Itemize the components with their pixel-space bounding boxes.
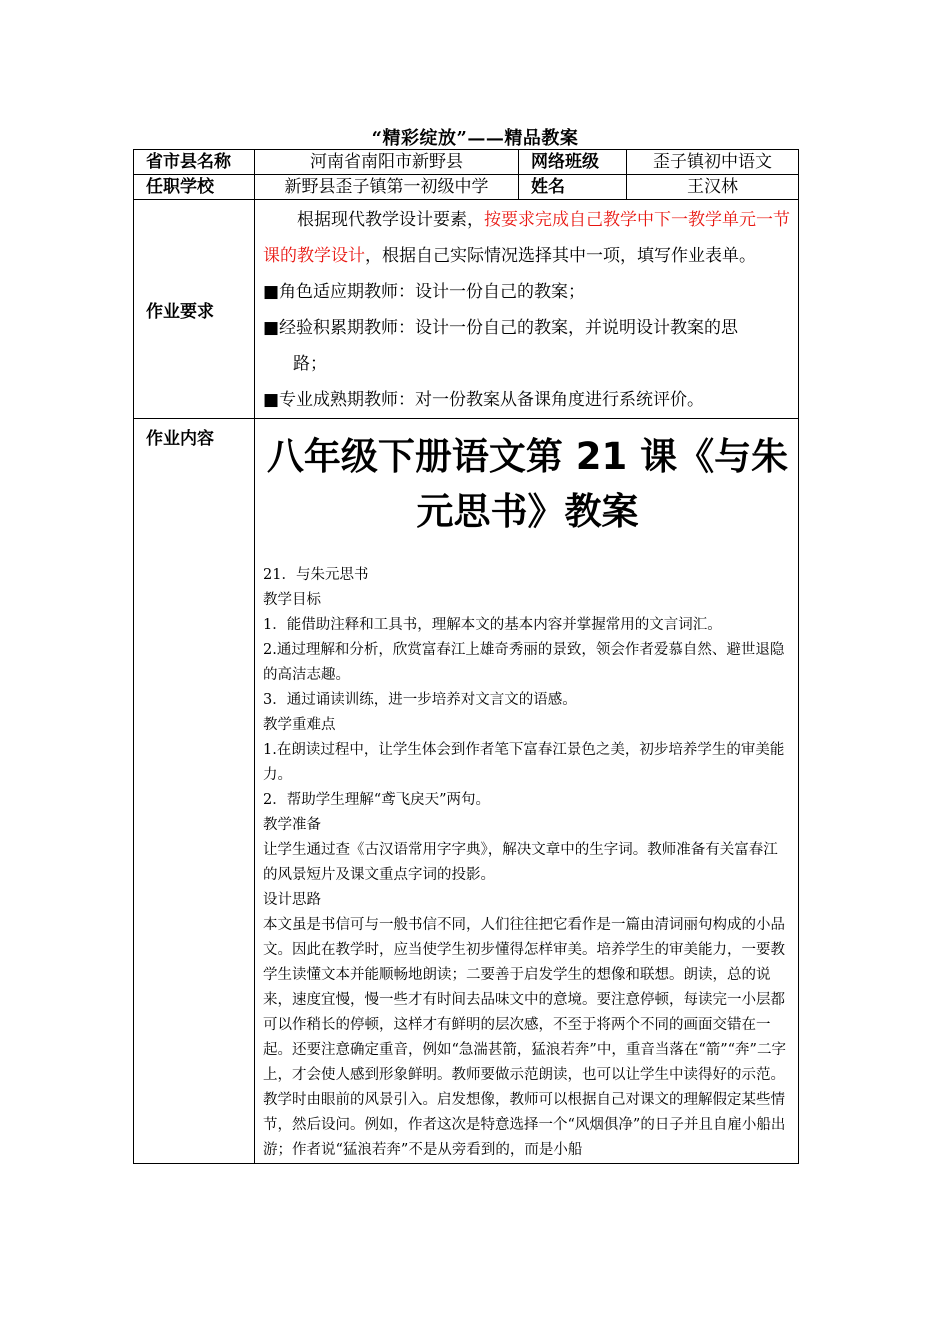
content-row [134,419,799,1164]
intro-post: ，根据自己实际情况选择其中一项，填写作业表单。 [365,246,756,266]
school-label: 任职学校 [134,175,255,200]
province-row [134,150,799,175]
key-point-2: 2．帮助学生理解“鸢飞戾天”两句。 [263,792,491,808]
content-label: 作业内容 [134,419,255,1164]
preparation-heading: 教学准备 [263,817,321,833]
province-label: 省市县名称 [134,150,255,175]
lesson-title-line-2: 元思书》教案 [416,490,639,533]
intro-pre: 根据现代教学设计要素， [297,210,484,230]
page-title: “精彩绽放”——精品教案 [371,128,579,149]
lesson-plan-table [133,149,799,1164]
intro-highlight: 按要求完成自己教学中下一教学单元一节课的教学设计 [263,210,790,266]
goal-3: 3．通过诵读训练，进一步培养对文言文的语感。 [263,692,577,708]
goal-1: 1．能借助注释和工具书，理解本文的基本内容并掌握常用的文言词汇。 [263,617,722,633]
design-heading: 设计思路 [263,892,321,908]
name-label: 姓名 [519,175,627,200]
lesson-number: 21．与朱元思书 [263,567,369,583]
preparation-text: 让学生通过查《古汉语常用字字典》，解决文章中的生字词。教师准备有关富春江的风景短片及课文重点字词的投影。 [263,842,778,883]
key-points-heading: 教学重难点 [263,717,336,733]
content-cell [255,419,799,1164]
requirements-cell [255,200,799,419]
lesson-title-line-1: 八年级下册语文第 21 课《与朱 [266,435,789,478]
class-value: 歪子镇初中语文 [627,150,799,175]
key-point-1: 1.在朗读过程中，让学生体会到作者笔下富春江景色之美，初步培养学生的审美能力。 [263,742,785,783]
design-paragraph-2: 教学时由眼前的风景引入。启发想像，教师可以根据自己对课文的理解假定某些情节，然后设问。例如，作者这次是特意选择一个“风烟俱净”的日子并且自雇小船出游；作者说“猛浪若奔”不是从旁看到的，而是小船 [263,1092,786,1158]
requirement-bullet-2: ■经验积累期教师：设计一份自己的教案，并说明设计教案的思 [263,318,739,338]
goal-2: 2.通过理解和分析，欣赏富春江上雄奇秀丽的景致，领会作者爱慕自然、避世退隐的高洁志趣。 [263,642,785,683]
requirement-bullet-1: ■角色适应期教师：设计一份自己的教案； [263,282,586,302]
requirement-bullet-2-cont: 路； [293,354,327,374]
design-paragraph-1: 本文虽是书信可与一般书信不同，人们往往把它看作是一篇由清词丽句构成的小品文。因此在教学时，应当使学生初步懂得怎样审美。培养学生的审美能力，一要教学生读懂文本并能顺畅地朗读；二要善于启发学生的想像和联想。朗读，总的说来，速度宜慢，慢一些才有时间去品味文中的意境。要注意停顿，每读完一小层都可以作稍长的停顿，这样才有鲜明的层次感，不至于将两个不同的画面交错在一起。还要注意确定重音，例如“急湍甚箭，猛浪若奔”中，重音当落在“箭”“奔”二字上，才会使人感到形象鲜明。教师要做示范朗读，也可以让学生中读得好的示范。 [263,917,786,1083]
school-row [134,175,799,200]
school-value: 新野县歪子镇第一初级中学 [255,175,519,200]
requirements-row [134,200,799,419]
goals-heading: 教学目标 [263,592,321,608]
requirements-label: 作业要求 [134,200,255,419]
lesson-title [263,429,792,539]
province-value: 河南省南阳市新野县 [255,150,519,175]
name-value: 王汉林 [627,175,799,200]
lesson-body [263,563,792,1163]
requirements-intro [263,202,792,274]
class-label: 网络班级 [519,150,627,175]
requirement-bullet-3: ■专业成熟期教师：对一份教案从备课角度进行系统评价。 [263,390,705,410]
